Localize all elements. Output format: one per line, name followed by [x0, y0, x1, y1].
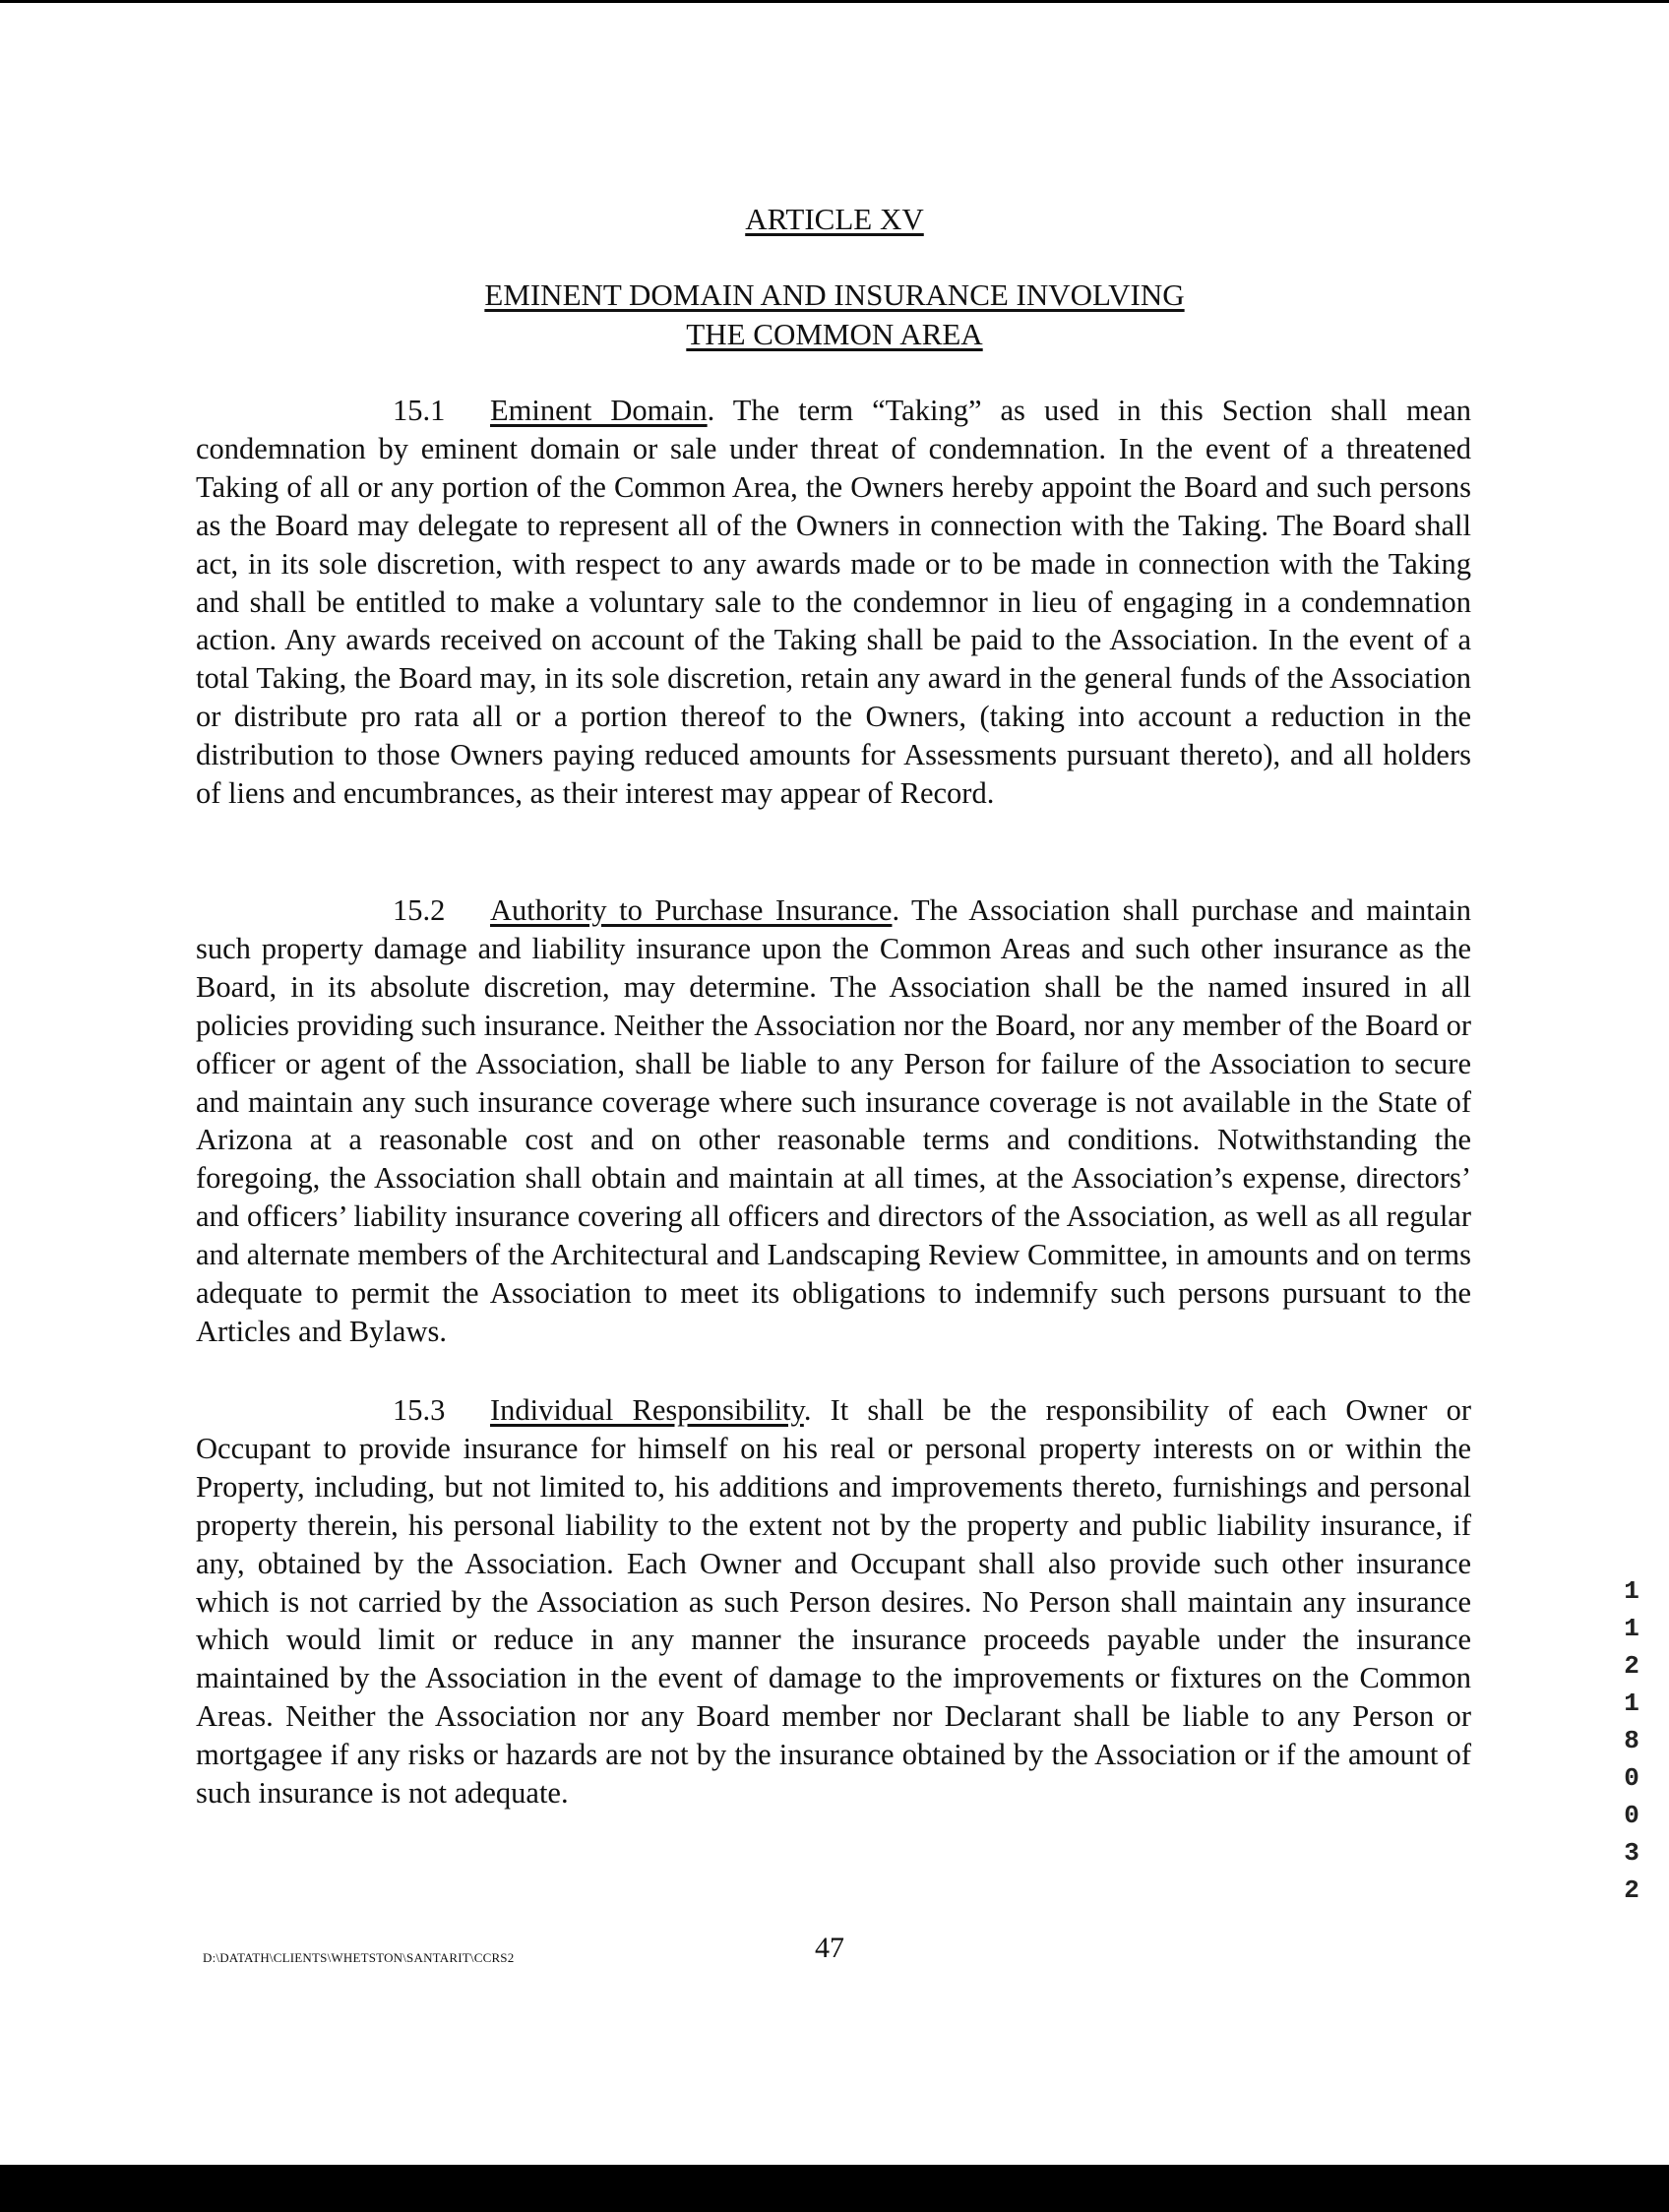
stamp-digit: 0 [1624, 1763, 1639, 1793]
stamp-digit: 2 [1624, 1651, 1639, 1681]
section-text: . It shall be the responsibility of each Owner or Occupant to provide insurance for himself on his real or personal property interests on or within the Property, including, but not limited to, his additions and improvements thereto, furnishings and personal property therein, his personal liability to the extent not by the property and public liability insurance, if any, obtained by the Association. Each Owner and Occupant shall also provide such other insurance which is not carried by the Association as such Person desires. No Person shall maintain any insurance which would limit or reduce in any manner the insurance proceeds payable under the insurance maintained by the Association in the event of damage to the improvements or fixtures on the Common Areas. Neither the Association nor any Board member nor Declarant shall be liable to any Person or mortgagee if any risks or hazards are not by the insurance obtained by the Association or if the amount of such insurance is not adequate. [196, 1393, 1472, 1811]
article-title-line-2: THE COMMON AREA [686, 317, 983, 351]
section-number: 15.2 [393, 893, 446, 927]
section-text: . The Association shall purchase and maintain such property damage and liability insurance upon the Common Areas and such other insurance as the Board, in its absolute discretion, may determine. The Association shall be the named insured in all policies providing such insurance. Neither the Association nor the Board, nor any member of the Board or officer or agent of the Association, shall be liable to any Person for failure of the Association to secure and maintain any such insurance coverage where such insurance coverage is not available in the State of Arizona at a reasonable cost and on other reasonable terms and conditions. Notwithstanding the foregoing, the Association shall obtain and maintain at all times, at the Association’s expense, directors’ and officers’ liability insurance covering all officers and directors of the Association, as well as all regular and alternate members of the Architectural and Landscaping Review Committee, in amounts and on terms adequate to permit the Association to meet its obligations to indemnify such persons pursuant to the Articles and Bylaws. [196, 893, 1471, 1348]
margin-stamp [1618, 1572, 1645, 1909]
section-title: Individual Responsibility [490, 1393, 804, 1427]
section-15-3 [196, 1391, 1471, 1813]
section-number: 15.3 [393, 1393, 446, 1427]
section-title: Eminent Domain [490, 394, 708, 427]
page-number: 47 [815, 1932, 844, 1964]
stamp-digit: 1 [1624, 1614, 1639, 1643]
section-15-1 [196, 392, 1471, 813]
article-title-line-1: EMINENT DOMAIN AND INSURANCE INVOLVING [484, 277, 1185, 312]
stamp-digit: 8 [1624, 1726, 1639, 1755]
scan-edge-bottom [0, 2165, 1669, 2212]
footer-file-path: D:\DATATH\CLIENTS\WHETSTON\SANTARIT\CCRS2 [203, 1950, 515, 1965]
stamp-digit: 0 [1624, 1801, 1639, 1830]
stamp-digit: 1 [1624, 1576, 1639, 1606]
section-15-2 [196, 891, 1471, 1351]
section-title: Authority to Purchase Insurance [490, 893, 893, 927]
article-heading: ARTICLE XV [745, 202, 924, 236]
stamp-digit: 3 [1624, 1838, 1639, 1868]
scan-edge-top [0, 0, 1669, 3]
stamp-digit: 2 [1624, 1875, 1639, 1905]
stamp-digit: 1 [1624, 1689, 1639, 1718]
section-number: 15.1 [393, 394, 446, 427]
section-text: . The term “Taking” as used in this Section shall mean condemnation by eminent domain or sale under threat of condemnation. In the event of a threatened Taking of all or any portion of the Common Area, the Owners hereby appoint the Board and such persons as the Board may delegate to represent all of the Owners in connection with the Taking. The Board shall act, in its sole discretion, with respect to any awards made or to be made in connection with the Taking and shall be entitled to make a voluntary sale to the condemnor in lieu of engaging in a condemnation action. Any awards received on account of the Taking shall be paid to the Association. In the event of a total Taking, the Board may, in its sole discretion, retain any award in the general funds of the Association or distribute pro rata all or a portion thereof to the Owners, (taking into account a reduction in the distribution to those Owners paying reduced amounts for Assessments pursuant thereto), and all holders of liens and encumbrances, as their interest may appear of Record. [196, 394, 1471, 811]
